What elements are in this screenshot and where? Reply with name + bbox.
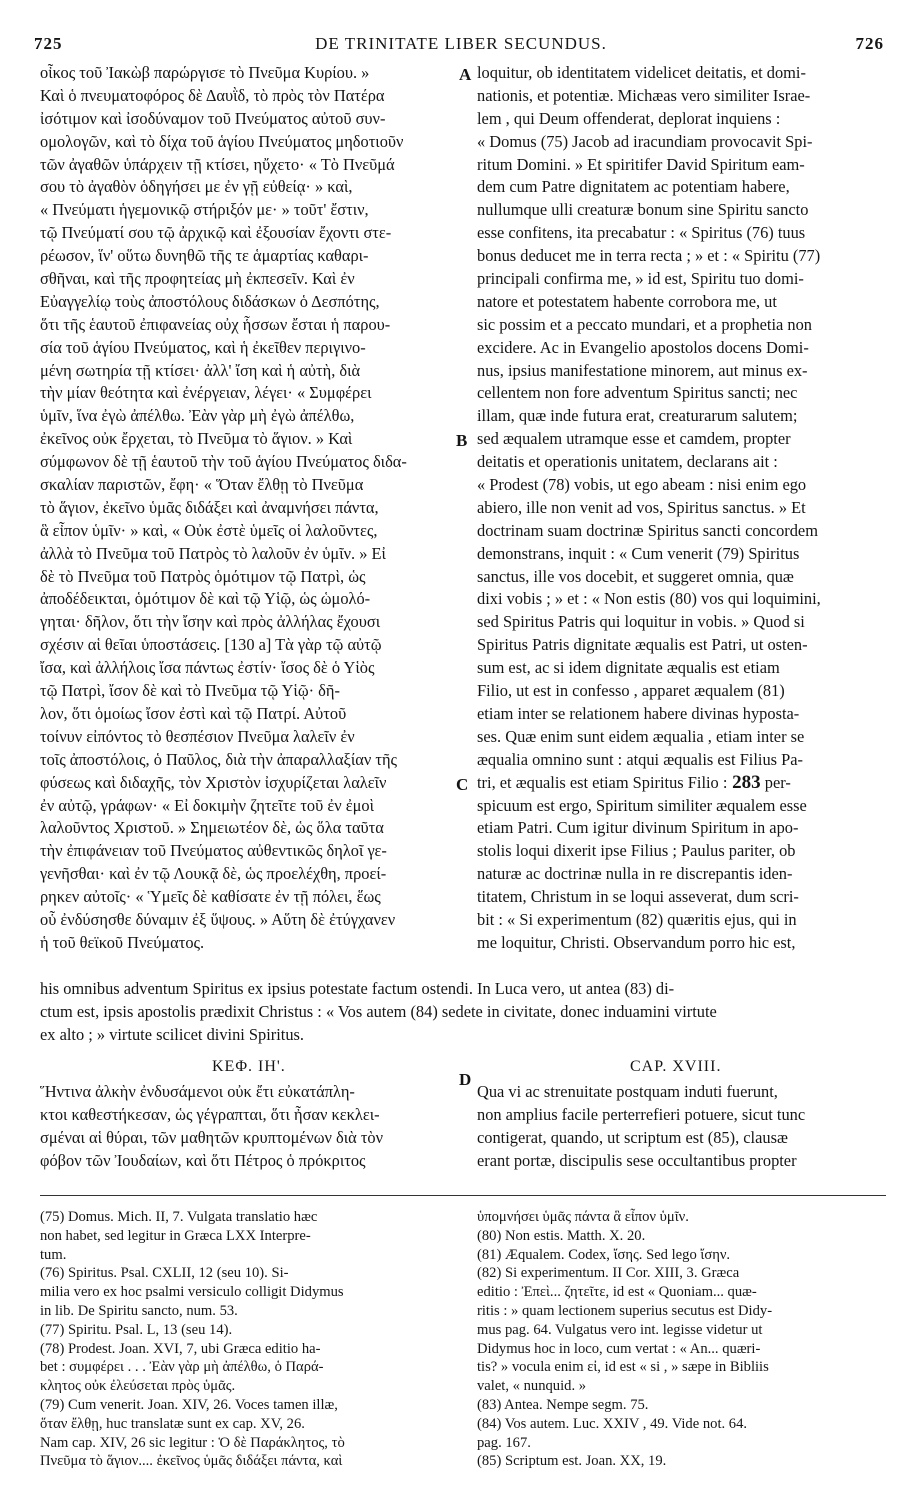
footnote-line: in lib. De Spiritu sancto, num. 53. bbox=[40, 1302, 238, 1319]
greek-text-line: ὑμῖν, ἵνα ἐγὼ ἀπέλθω. Ἐὰν γὰρ μὴ ἐγὼ ἀπέλθω, bbox=[40, 406, 355, 426]
greek-text-line: σχέσιν αἱ θεῖαι ὑποστάσεις. [130 a] Τὰ γὰρ τῷ αὐτῷ bbox=[40, 635, 382, 655]
footnote-line: Nam cap. XIV, 26 sic legitur : Ὁ δὲ Παράκλητος, τὸ bbox=[40, 1434, 345, 1451]
latin-text-line: spicuum est ergo, Spiritum similiter æqualem esse bbox=[477, 795, 807, 815]
margin-marker-b: B bbox=[456, 431, 468, 450]
full-width-paragraph bbox=[40, 978, 886, 1047]
footnote-line: milia vero ex hoc psalmi versiculo colligit Didymus bbox=[40, 1284, 344, 1301]
latin-text-line: excidere. Ac in Evangelio apostolos docens Domi- bbox=[477, 337, 809, 357]
footnote-line: (84) Vos autem. Luc. XXIV , 49. Vide not. 64. bbox=[477, 1415, 748, 1432]
page-number-right: 726 bbox=[855, 34, 884, 53]
greek-text-line: τοίνυν εἰπόντος τὸ θεσπέσιον Πνεῦμα λαλεῖν ἐν bbox=[40, 726, 355, 746]
greek-text-line: οὗ ἐνδύσησθε δύναμιν ἐξ ὕψους. » Αὕτη δὲ ἐτύγχανεν bbox=[40, 909, 396, 929]
greek-text-line: Καὶ ὁ πνευματοφόρος δὲ Δαυῒδ, τὸ πρὸς τὸν Πατέρα bbox=[40, 85, 385, 105]
greek-text-line: Εὐαγγελίῳ τοὺς ἀποστόλους διδάσκων ὁ Δεσπότης, bbox=[40, 291, 380, 311]
footnote-line: bet : συμφέρει . . . Ἐὰν γὰρ μὴ ἀπέλθω, ὁ Παρά- bbox=[40, 1359, 324, 1376]
greek-text-line: τὸ ἅγιον, ἐκεῖνο ὑμᾶς διδάξει καὶ ἀναμνήσει πάντα, bbox=[40, 497, 379, 517]
greek-text-line: λον, ὅτι ὁμοίως ἴσον ἐστὶ καὶ τῷ Πατρί. Αὐτοῦ bbox=[40, 703, 347, 723]
greek-text-line: τῷ Πατρὶ, ἴσον δὲ καὶ τὸ Πνεῦμα τῷ Υἱῷ· δῆ- bbox=[40, 681, 340, 701]
latin-text-line: demonstrans, inquit : « Cum venerit (79) Spiritus bbox=[477, 543, 800, 563]
paragraph-line: ctum est, ipsis apostolis prædixit Christus : « Vos autem (84) sedete in civitate, donec induamini virtute bbox=[40, 1001, 717, 1021]
footnote-line: (75) Domus. Mich. II, 7. Vulgata translatio hæc bbox=[40, 1209, 318, 1225]
margin-marker-c: C bbox=[456, 775, 469, 794]
greek-text-line: ἴσα, καὶ ἀλλήλοις ἴσα πάντως ἐστίν· ἴσος δὲ ὁ Υἱὸς bbox=[40, 658, 375, 678]
latin-text-line: abiero, ille non venit ad vos, Spiritus sanctus. » Et bbox=[477, 497, 806, 517]
latin-text-line: ritum Domini. » Et spiritifer David Spiritum eam- bbox=[477, 154, 805, 174]
greek-text-line: φόβον τῶν Ἰουδαίων, καὶ ὅτι Πέτρος ὁ πρόκριτος bbox=[40, 1151, 366, 1170]
latin-text-line: ses. Quæ enim sunt eidem æqualia , etiam inter se bbox=[477, 726, 805, 746]
latin-lower-text bbox=[477, 1080, 885, 1172]
paragraph-line: ex alto ; » virtute scilicet divini Spiritus. bbox=[40, 1024, 305, 1044]
latin-text-line: me loquitur, Christi. Observandum porro hic est, bbox=[477, 932, 796, 952]
greek-text-line: Ἥντινα ἀλκὴν ἐνδυσάμενοι οὐκ ἔτι εὐκατάπλη- bbox=[40, 1082, 355, 1101]
latin-text-line: loquitur, ob identitatem videlicet deitatis, et domi- bbox=[477, 63, 806, 82]
greek-text-line: σθῆναι, καὶ τῆς προφητείας μὴ ἐκπεσεῖν. Καὶ ἐν bbox=[40, 269, 355, 289]
latin-text-line: sum est, ac si idem dignitate æqualis est etiam bbox=[477, 658, 780, 678]
greek-text-line: τῶν ἀγαθῶν ὑπάρχειν τῇ κτίσει, ηὔχετο· « Τὸ Πνεῦμά bbox=[40, 154, 395, 174]
latin-text-line: Filio, ut est in confesso , apparet æqualem (81) bbox=[477, 681, 785, 701]
running-title: DE TRINITATE LIBER SECUNDUS. bbox=[315, 34, 607, 53]
latin-text-line: principali confirma me, » id est, Spiritu tuo domi- bbox=[477, 269, 804, 289]
latin-text-line: deitatis et operationis unitatem, declarans ait : bbox=[477, 452, 778, 472]
latin-text-line: illam, quæ inde futura erat, creaturarum salutem; bbox=[477, 406, 798, 426]
footnote-line: editio : Ἐπεὶ... ζητεῖτε, id est « Quoniam... quæ- bbox=[477, 1284, 757, 1301]
latin-text-line: naturæ ac doctrinæ nulla in re discrepantis iden- bbox=[477, 864, 793, 884]
greek-text-line: ρέωσον, ἵν' οὕτω δυνηθῶ τῆς τε ἁμαρτίας καθαρι- bbox=[40, 246, 369, 266]
greek-text-line: σμέναι αἱ θύραι, τῶν μαθητῶν κρυπτομένων διὰ τὸν bbox=[40, 1128, 384, 1147]
latin-text-line: non amplius facile perterrefieri potuere, sicut tunc bbox=[477, 1105, 806, 1124]
footnote-line: (79) Cum venerit. Joan. XIV, 26. Voces tamen illæ, bbox=[40, 1396, 338, 1413]
latin-text-line: dem cum Patre dignitatem ac potentiam habere, bbox=[477, 177, 790, 197]
footnote-line: Didymus hoc in loco, cum vertat : « An... quæri- bbox=[477, 1340, 761, 1357]
greek-text-line: ἀποδέδεικται, ὁμότιμον δὲ καὶ τῷ Υἱῷ, ὡς ὡμολό- bbox=[40, 589, 371, 609]
footnote-line: pag. 167. bbox=[477, 1434, 531, 1451]
latin-text-line: Spiritus Patris dignitate æqualis est Patri, ut osten- bbox=[477, 635, 808, 655]
latin-text-line: « Prodest (78) vobis, ut ego abeam : nisi enim ego bbox=[477, 475, 807, 495]
footnote-line: ὅταν ἔλθῃ, huc translatæ sunt ex cap. XV, 26. bbox=[40, 1415, 305, 1432]
footnote-line: Πνεῦμα τὸ ἅγιον.... ἐκεῖνος ὑμᾶς διδάξει πάντα, καὶ bbox=[40, 1453, 343, 1470]
greek-text-line: ἐν αὐτῷ, γράφων· « Εἰ δοκιμὴν ζητεῖτε τοῦ ἐν ἐμοὶ bbox=[40, 795, 374, 815]
latin-text-line: nullumque ulli creaturæ bonum sine Spiritu sancto bbox=[477, 200, 809, 220]
footnote-line: (76) Spiritus. Psal. CXLII, 12 (seu 10). Si- bbox=[40, 1265, 289, 1282]
latin-text-line: erant portæ, discipulis sese occultantibus propter bbox=[477, 1151, 797, 1170]
latin-text-line: tri, et æqualis est etiam Spiritus Filio : 283 per- bbox=[477, 771, 791, 793]
latin-text-line: sanctus, ille vos docebit, et suggeret omnia, quæ bbox=[477, 566, 794, 586]
latin-text-line: cellentem non fore adventum Spiritus sancti; nec bbox=[477, 383, 798, 403]
footnotes-left bbox=[40, 1208, 460, 1471]
greek-text-line: κτοι καθεστήκεσαν, ὡς γέγραπται, ὅτι ἦσαν κεκλει- bbox=[40, 1105, 380, 1124]
greek-text-line: ἐκεῖνος οὐκ ἔρχεται, τὸ Πνεῦμα τὸ ἅγιον. » Καὶ bbox=[40, 429, 353, 449]
latin-text-column bbox=[477, 62, 885, 955]
running-head bbox=[0, 34, 922, 56]
greek-text-line: ρηκεν αὐτοῖς· « Ὑμεῖς δὲ καθίσατε ἐν τῇ πόλει, ἕως bbox=[40, 887, 381, 907]
greek-text-line: φύσεως καὶ διδαχῆς, τὸν Χριστὸν ἰσχυρίζεται λαλεῖν bbox=[40, 772, 387, 792]
footnote-line: (77) Spiritu. Psal. L, 13 (seu 14). bbox=[40, 1321, 233, 1338]
footnote-line: (83) Antea. Nempe segm. 75. bbox=[477, 1396, 649, 1413]
footnote-line: mus pag. 64. Vulgatus vero int. legisse videtur ut bbox=[477, 1321, 763, 1338]
greek-text-line: λαλοῦντος Χριστοῦ. » Σημειωτέον δὲ, ὡς ὅλα ταῦτα bbox=[40, 818, 384, 838]
greek-text-line: τὴν ἐπιφάνειαν τοῦ Πνεύματος αὐθεντικῶς δηλοῖ γε- bbox=[40, 841, 387, 861]
bold-number-continuation: per- bbox=[760, 772, 791, 792]
latin-text-line: etiam inter se relationem habere divinas hyposta- bbox=[477, 703, 800, 723]
latin-text-line: bonus deducet me in terra recta ; » et : « Spiritu (77) bbox=[477, 246, 821, 266]
footnote-divider bbox=[40, 1195, 886, 1196]
footnote-line: (78) Prodest. Joan. XVI, 7, ubi Græca editio ha- bbox=[40, 1340, 321, 1357]
latin-text-line: bit : « Si experimentum (82) quæritis ejus, qui in bbox=[477, 909, 797, 929]
margin-marker-a: A bbox=[459, 65, 472, 84]
latin-text-line: lem , qui Deum offenderat, deplorat inquiens : bbox=[477, 108, 781, 128]
greek-text-line: τοῖς ἀποστόλοις, ὁ Παῦλος, διὰ τὴν ἀπαραλλαξίαν τῆς bbox=[40, 749, 398, 769]
footnote-line: non habet, sed legitur in Græca LXX Interpre- bbox=[40, 1227, 311, 1244]
greek-text-line: τὴν μίαν θεότητα καὶ ἐνέργειαν, λέγει· « Συμφέρει bbox=[40, 383, 372, 403]
latin-text-line: contigerat, quando, ut scriptum est (85), clausæ bbox=[477, 1128, 788, 1147]
latin-text-line: titatem, Christum in se loqui asseverat, dum scri- bbox=[477, 887, 799, 907]
footnote-line: ritis : » quam lectionem superius secutus est Didy- bbox=[477, 1302, 773, 1319]
greek-text-line: οἶκος τοῦ Ἰακὼβ παρώργισε τὸ Πνεῦμα Κυρίου. » bbox=[40, 63, 370, 82]
greek-text-line: σύμφωνον δὲ τῇ ἑαυτοῦ τὴν τοῦ ἁγίου Πνεύματος διδα- bbox=[40, 452, 407, 472]
footnote-line: (82) Si experimentum. II Cor. XIII, 3. Græca bbox=[477, 1265, 740, 1282]
greek-text-line: « Πνεύματι ἡγεμονικῷ στήριξόν με· » τοῦτ' ἔστιν, bbox=[40, 200, 369, 220]
paragraph-line: his omnibus adventum Spiritus ex ipsius potestate factum ostendi. In Luca vero, ut antea (83) di- bbox=[40, 979, 675, 998]
greek-text-line: μένη σωτηρία τῇ κτίσει· ἀλλ' ἴση καὶ ἡ αὐτὴ, διὰ bbox=[40, 360, 361, 380]
footnote-line: valet, « nunquid. » bbox=[477, 1378, 587, 1395]
bold-page-number: 283 bbox=[727, 771, 761, 793]
footnote-line: κλητος οὐκ ἐλεύσεται πρὸς ὑμᾶς. bbox=[40, 1378, 236, 1395]
greek-text-line: ἰσότιμον καὶ ἰσοδύναμον τοῦ Πνεύματος αὐτοῦ συν- bbox=[40, 108, 386, 128]
footnote-line: tis? » vocula enim εἰ, id est « si , » sæpe in Bibliis bbox=[477, 1359, 769, 1376]
latin-text-line: natore et potestatem habente corrobora me, ut bbox=[477, 291, 777, 311]
greek-text-line: γηται· δῆλον, ὅτι τὴν ἴσην καὶ πρὸς ἀλλήλας ἔχουσι bbox=[40, 612, 381, 632]
latin-text-line: sed æqualem utramque esse et camdem, propter bbox=[477, 429, 791, 449]
footnote-line: (85) Scriptum est. Joan. XX, 19. bbox=[477, 1453, 667, 1470]
footnotes-right bbox=[477, 1208, 885, 1471]
greek-text-line: ἀλλὰ τὸ Πνεῦμα τοῦ Πατρὸς τὸ λαλοῦν ἐν ὑμῖν. » Εἰ bbox=[40, 543, 386, 563]
footnote-line: tum. bbox=[40, 1246, 67, 1263]
footnote-line: (81) Æqualem. Codex, ἴσης. Sed lego ἴσην. bbox=[477, 1246, 731, 1263]
greek-text-line: δὲ τὸ Πνεῦμα τοῦ Πατρὸς ὁμότιμον τῷ Πατρὶ, ὡς bbox=[40, 566, 366, 586]
latin-text-line: stolis loqui dixerit ipse Filius ; Paulus pariter, ob bbox=[477, 841, 796, 861]
greek-text-line: ομολογῶν, καὶ τὸ δίχα τοῦ ἁγίου Πνεύματος μηδοτιοῦν bbox=[40, 131, 404, 151]
latin-text-line: etiam Patri. Cum igitur divinum Spiritum in apo- bbox=[477, 818, 799, 838]
latin-text-line: doctrinam suam doctrinæ Spiritus sancti concordem bbox=[477, 520, 818, 540]
page-number-left: 725 bbox=[34, 34, 63, 53]
latin-text-line: sed Spiritus Patris qui loquitur in vobis. » Quod si bbox=[477, 612, 805, 632]
greek-chapter-heading: ΚΕΦ. ΙΗ'. bbox=[212, 1058, 286, 1075]
greek-text-line: γενῆσθαι· καὶ ἐν τῷ Λουκᾷ δὲ, ὡς προελέχθη, προεί- bbox=[40, 864, 387, 884]
latin-text-line: sic possim et a peccato mundari, et a prophetia non bbox=[477, 314, 812, 334]
greek-text-line: ἃ εἶπον ὑμῖν· » καὶ, « Οὐκ ἐστὲ ὑμεῖς οἱ λαλοῦντες, bbox=[40, 520, 378, 540]
latin-text-line: esse confitens, ita precabatur : « Spiritus (76) tuus bbox=[477, 223, 806, 243]
greek-lower-text bbox=[40, 1080, 460, 1172]
latin-text-line: Qua vi ac strenuitate postquam induti fuerunt, bbox=[477, 1082, 778, 1101]
footnote-line: (80) Non estis. Matth. X. 20. bbox=[477, 1227, 646, 1244]
greek-text-line: σία τοῦ ἁγίου Πνεύματος, καὶ ἡ ἐκεῖθεν περιγινο- bbox=[40, 337, 366, 357]
greek-text-line: σου τὸ ἀγαθὸν ὁδηγήσει με ἐν γῇ εὐθείᾳ· » καὶ, bbox=[40, 177, 353, 197]
latin-chapter-heading: CAP. XVIII. bbox=[630, 1058, 722, 1075]
greek-text-column bbox=[40, 62, 460, 955]
latin-text-line: nus, ipsius manifestatione minorem, aut minus ex- bbox=[477, 360, 808, 380]
footnote-line: ὑπομνήσει ὑμᾶς πάντα ἃ εἶπον ὑμῖν. bbox=[477, 1209, 689, 1225]
greek-text-line: τῷ Πνεύματί σου τῷ ἀρχικῷ καὶ ἐξουσίαν ἔχοντι στε- bbox=[40, 223, 392, 243]
latin-text-line: dixi vobis ; » et : « Non estis (80) vos qui loquimini, bbox=[477, 589, 821, 609]
latin-text-line: æqualia omnino sunt : atqui æqualis est Filius Pa- bbox=[477, 749, 803, 769]
greek-text-line: ἡ τοῦ θεϊκοῦ Πνεύματος. bbox=[40, 932, 205, 952]
latin-text-line: nationis, et potentiæ. Michæas vero similiter Israe- bbox=[477, 85, 811, 105]
margin-marker-d: D bbox=[459, 1070, 472, 1089]
greek-text-line: σκαλίαν παριστῶν, ἔφη· « Ὅταν ἔλθῃ τὸ Πνεῦμα bbox=[40, 475, 364, 495]
latin-text-line: « Domus (75) Jacob ad iracundiam provocavit Spi- bbox=[477, 131, 813, 151]
greek-text-line: ὅτι τῆς ἑαυτοῦ ἐπιφανείας οὐχ ἧσσων ἔσται ἡ παρου- bbox=[40, 314, 391, 334]
